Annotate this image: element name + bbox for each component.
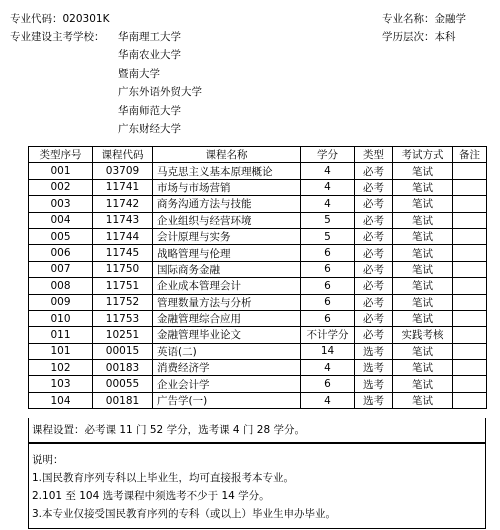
course-name-cell: 会计原理与实务: [153, 228, 301, 244]
course-code-cell: 11751: [93, 278, 153, 294]
course-type-cell: 必考: [355, 212, 393, 228]
remark-cell: [453, 261, 487, 277]
school-item: 华南师范大学: [118, 104, 181, 117]
course-code-cell: 00055: [93, 376, 153, 392]
type-number-cell: 001: [29, 163, 93, 179]
table-row: [29, 196, 487, 212]
course-table-body: [29, 163, 487, 409]
remark-cell: [453, 196, 487, 212]
course-code-cell: 11752: [93, 294, 153, 310]
credit-cell: 5: [301, 212, 355, 228]
table-row: [29, 179, 487, 195]
credit-cell: 5: [301, 228, 355, 244]
credit-cell: 不计学分: [301, 327, 355, 343]
course-name-cell: 马克思主义基本原理概论: [153, 163, 301, 179]
remark-cell: [453, 294, 487, 310]
column-header: 课程名称: [153, 147, 301, 163]
course-code-cell: 00183: [93, 360, 153, 376]
credit-cell: 4: [301, 196, 355, 212]
type-number-cell: 104: [29, 392, 93, 408]
type-number-cell: 103: [29, 376, 93, 392]
remark-cell: [453, 376, 487, 392]
table-row: [29, 376, 487, 392]
level-value: 本科: [434, 31, 456, 43]
credit-cell: 4: [301, 179, 355, 195]
course-code-cell: 00181: [93, 392, 153, 408]
course-type-cell: 必考: [355, 228, 393, 244]
schools-row: [10, 28, 109, 46]
type-number-cell: 003: [29, 196, 93, 212]
notes-box: [28, 443, 486, 529]
major-name-value: 金融学: [434, 13, 466, 25]
credit-cell: 6: [301, 310, 355, 326]
table-row: [29, 327, 487, 343]
course-type-cell: 选考: [355, 392, 393, 408]
course-name-cell: 企业组织与经营环境: [153, 212, 301, 228]
type-number-cell: 005: [29, 228, 93, 244]
column-header: 备注: [453, 147, 487, 163]
remark-cell: [453, 245, 487, 261]
course-code-cell: 03709: [93, 163, 153, 179]
exam-method-cell: 笔试: [393, 294, 453, 310]
course-name-cell: 国际商务金融: [153, 261, 301, 277]
type-number-cell: 008: [29, 278, 93, 294]
header-right: [382, 10, 466, 46]
column-header: 类型: [355, 147, 393, 163]
course-name-cell: 商务沟通方法与技能: [153, 196, 301, 212]
table-row: [29, 310, 487, 326]
table-row: [29, 392, 487, 408]
table-row: [29, 261, 487, 277]
course-type-cell: 必考: [355, 327, 393, 343]
major-code-value: 020301K: [62, 13, 110, 25]
notes-title: 说明：: [32, 454, 64, 466]
course-name-cell: 企业会计学: [153, 376, 301, 392]
type-number-cell: 002: [29, 179, 93, 195]
course-type-cell: 必考: [355, 245, 393, 261]
course-name-cell: 金融管理毕业论文: [153, 327, 301, 343]
school-item: 华南农业大学: [118, 49, 181, 62]
table-row: [29, 294, 487, 310]
type-number-cell: 007: [29, 261, 93, 277]
exam-method-cell: 笔试: [393, 179, 453, 195]
exam-method-cell: 笔试: [393, 343, 453, 359]
remark-cell: [453, 163, 487, 179]
major-name-label: 专业名称：: [382, 13, 435, 25]
header-left: [10, 10, 109, 46]
exam-method-cell: 笔试: [393, 376, 453, 392]
table-row: [29, 212, 487, 228]
remark-cell: [453, 179, 487, 195]
table-row: [29, 245, 487, 261]
exam-method-cell: 笔试: [393, 212, 453, 228]
exam-method-cell: 笔试: [393, 278, 453, 294]
credit-cell: 4: [301, 360, 355, 376]
exam-method-cell: 笔试: [393, 245, 453, 261]
exam-method-cell: 笔试: [393, 392, 453, 408]
course-type-cell: 必考: [355, 261, 393, 277]
credit-cell: 6: [301, 376, 355, 392]
course-code-cell: 11745: [93, 245, 153, 261]
type-number-cell: 006: [29, 245, 93, 261]
course-name-cell: 市场与市场营销: [153, 179, 301, 195]
schools-label: 专业建设主考学校：: [10, 31, 105, 43]
credit-cell: 4: [301, 163, 355, 179]
course-type-cell: 必考: [355, 294, 393, 310]
table-header-row: [29, 147, 487, 163]
exam-method-cell: 笔试: [393, 310, 453, 326]
credit-cell: 6: [301, 261, 355, 277]
course-table: [28, 146, 487, 409]
course-name-cell: 金融管理综合应用: [153, 310, 301, 326]
course-type-cell: 必考: [355, 179, 393, 195]
major-name-row: [382, 10, 466, 28]
course-type-cell: 选考: [355, 376, 393, 392]
table-row: [29, 360, 487, 376]
type-number-cell: 102: [29, 360, 93, 376]
credit-cell: 6: [301, 245, 355, 261]
course-name-cell: 广告学(一): [153, 392, 301, 408]
course-type-cell: 必考: [355, 310, 393, 326]
level-row: [382, 28, 466, 46]
credit-cell: 14: [301, 343, 355, 359]
course-setting-text: 课程设置：必考课 11 门 52 学分，选考课 4 门 28 学分。: [32, 424, 305, 436]
level-label: 学历层次：: [382, 31, 435, 43]
column-header: 考试方式: [393, 147, 453, 163]
column-header: 类型序号: [29, 147, 93, 163]
course-name-cell: 英语(二): [153, 343, 301, 359]
exam-method-cell: 笔试: [393, 163, 453, 179]
major-code-label: 专业代码：: [10, 13, 63, 25]
course-type-cell: 选考: [355, 360, 393, 376]
type-number-cell: 010: [29, 310, 93, 326]
remark-cell: [453, 228, 487, 244]
type-number-cell: 004: [29, 212, 93, 228]
remark-cell: [453, 360, 487, 376]
course-type-cell: 必考: [355, 196, 393, 212]
course-name-cell: 管理数量方法与分析: [153, 294, 301, 310]
remark-cell: [453, 310, 487, 326]
table-row: [29, 278, 487, 294]
remark-cell: [453, 278, 487, 294]
course-name-cell: 消费经济学: [153, 360, 301, 376]
major-code-row: [10, 10, 109, 28]
remark-cell: [453, 327, 487, 343]
note-item: 1.国民教育序列专科以上毕业生，均可直接报考本专业。: [32, 472, 295, 484]
note-item: 2.101 至 104 选考课程中须选考不少于 14 学分。: [32, 490, 270, 502]
course-type-cell: 选考: [355, 343, 393, 359]
exam-method-cell: 笔试: [393, 196, 453, 212]
school-list: [118, 28, 202, 138]
table-row: [29, 228, 487, 244]
exam-method-cell: 笔试: [393, 360, 453, 376]
table-row: [29, 163, 487, 179]
course-code-cell: 11743: [93, 212, 153, 228]
table-row: [29, 343, 487, 359]
remark-cell: [453, 212, 487, 228]
course-setting-box: [28, 418, 486, 443]
school-item: 广东财经大学: [118, 123, 181, 136]
credit-cell: 6: [301, 278, 355, 294]
course-type-cell: 必考: [355, 163, 393, 179]
course-code-cell: 11744: [93, 228, 153, 244]
exam-method-cell: 笔试: [393, 261, 453, 277]
course-code-cell: 11753: [93, 310, 153, 326]
school-item: 暨南大学: [118, 67, 160, 80]
course-name-cell: 战略管理与伦理: [153, 245, 301, 261]
remark-cell: [453, 343, 487, 359]
exam-method-cell: 实践考核: [393, 327, 453, 343]
school-item: 华南理工大学: [118, 31, 181, 43]
type-number-cell: 011: [29, 327, 93, 343]
note-item: 3.本专业仅接受国民教育序列的专科（或以上）毕业生申办毕业。: [32, 508, 337, 520]
exam-method-cell: 笔试: [393, 228, 453, 244]
column-header: 课程代码: [93, 147, 153, 163]
course-type-cell: 必考: [355, 278, 393, 294]
type-number-cell: 009: [29, 294, 93, 310]
remark-cell: [453, 392, 487, 408]
course-code-cell: 11750: [93, 261, 153, 277]
course-name-cell: 企业成本管理会计: [153, 278, 301, 294]
credit-cell: 4: [301, 392, 355, 408]
column-header: 学分: [301, 147, 355, 163]
course-code-cell: 11741: [93, 179, 153, 195]
course-code-cell: 10251: [93, 327, 153, 343]
type-number-cell: 101: [29, 343, 93, 359]
course-code-cell: 00015: [93, 343, 153, 359]
credit-cell: 6: [301, 294, 355, 310]
school-item: 广东外语外贸大学: [118, 86, 202, 99]
course-code-cell: 11742: [93, 196, 153, 212]
